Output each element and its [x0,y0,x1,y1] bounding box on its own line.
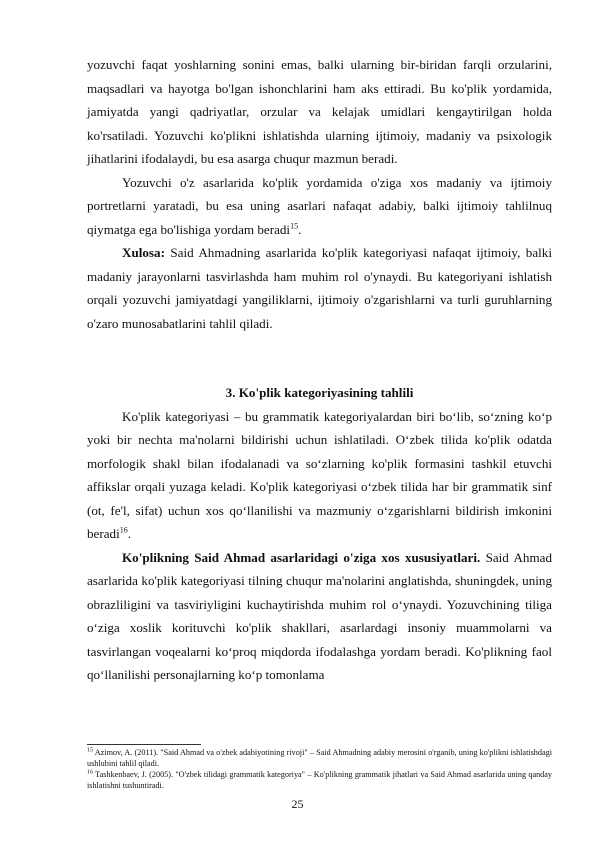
footnotes [87,747,552,791]
section-gap [87,335,552,381]
footnote-16: $^{16}$ Tashkenbaev, J. (2005). "O'zbek tilidagi grammatik kategoriya" – Ko'plikning grammatik jihatlari va Said Ahmad asarlarida uning qanday ishlatishni tushuntiradi. [87,769,552,790]
section-heading: 3. Ko'plik kategoriyasining tahlili [225,385,414,400]
footnote-ref-16[interactable]: 16 [119,525,128,535]
paragraph-1: yozuvchi faqat yoshlarning sonini emas, balki ularning bir-biridan farqli orzularini, maqsadlari va hayotga bo'lgan ishonchlarini ham aks ettiradi. Bu ko'plik yordamida, jamiyatda yangi qadriyatlar, orzular va kelajak umidlari kengaytirilgan holda ko'rsatiladi. Yozuvchi ko'plikni ishlatishda ularning ijtimoiy, madaniy va psixologik jihatlarini ifodalaydi, bu esa asarga chuqur mazmun beradi. [87,57,552,166]
paragraph-2: Yozuvchi o'z asarlarida ko'plik yordamida o'ziga xos madaniy va ijtimoiy portretlarni yaratadi, bu esa uning asarlari nafaqat adabiy, balki ijtimoiy tahlilnuq qiymatga ega bo'lishiga yordam beradi$^{15}$. [87,174,552,237]
paragraph-conclusion: Xulosa: Said Ahmadning asarlarida ko'plik kategoriyasi nafaqat ijtimoiy, balki madaniy jarayonlarni tasvirlashda ham muhim rol o'ynaydi. Bu kategoriyani ishlatish orqali yozuvchi jamiyatdagi yangiliklarni, ijtimoiy o'zgarishlarni va turli guruhlarning o'zaro munosabatlarini tahlil qiladi. [87,245,552,331]
page-number: 25 [291,797,304,811]
footnote-divider [87,744,201,745]
conclusion-label: Xulosa: [122,245,165,260]
paragraph-4: Ko'plik kategoriyasi – bu grammatik kategoriyalardan biri bo‘lib, so‘zning ko‘p yoki bir nechta ma'nolarni bildirishi uchun ishlatiladi. O‘zbek tilida ko'plik odatda morfologik shakl bilan ifodalanadi va so‘zlarning ko'plik formasini tashkil etuvchi affikslar orqali yuzaga keladi. Ko'plik kategoriyasi o‘zbek tilida har bir grammatik sinf (ot, fe'l, sifat) uchun xos qo‘llanilishi va mazmuniy o‘zgarishlarni bildirish imkonini beradi$^{16}$. [87,408,552,541]
subsection-label: Ko'plikning Said Ahmad asarlaridagi o'ziga xos xususiyatlari. [122,549,481,565]
paragraph-5: Ko'plikning Said Ahmad asarlaridagi o'ziga xos xususiyatlari. Said Ahmad asarlarida ko'plik kategoriyasi tilning chuqur ma'nolarini anglatishda, shuningdek, uning obrazliligini va tasviriyligini kuchaytirishda muhim rol o‘ynaydi. Yozuvchining tiliga o‘ziga xoslik korituvchi ko'plik shakllari, asarlardagi insoniy muammolarni va tasvirlangan voqealarni ko‘proq miqdorda ifodalashga yordam beradi. Ko'plikning faol qo‘llanilishi personajlarning ko‘p tomonlama [87,549,552,682]
footnote-ref-15[interactable]: 15 [290,221,299,231]
main-text [87,53,552,687]
footnote-15: $^{15}$ Azimov, A. (2011). "Said Ahmad va o'zbek adabiyotining rivoji" – Said Ahmadning adabiy merosini o'rganib, uning ko'plikni ishlatishdagi ushlubini tahlil qiladi. [87,747,552,768]
